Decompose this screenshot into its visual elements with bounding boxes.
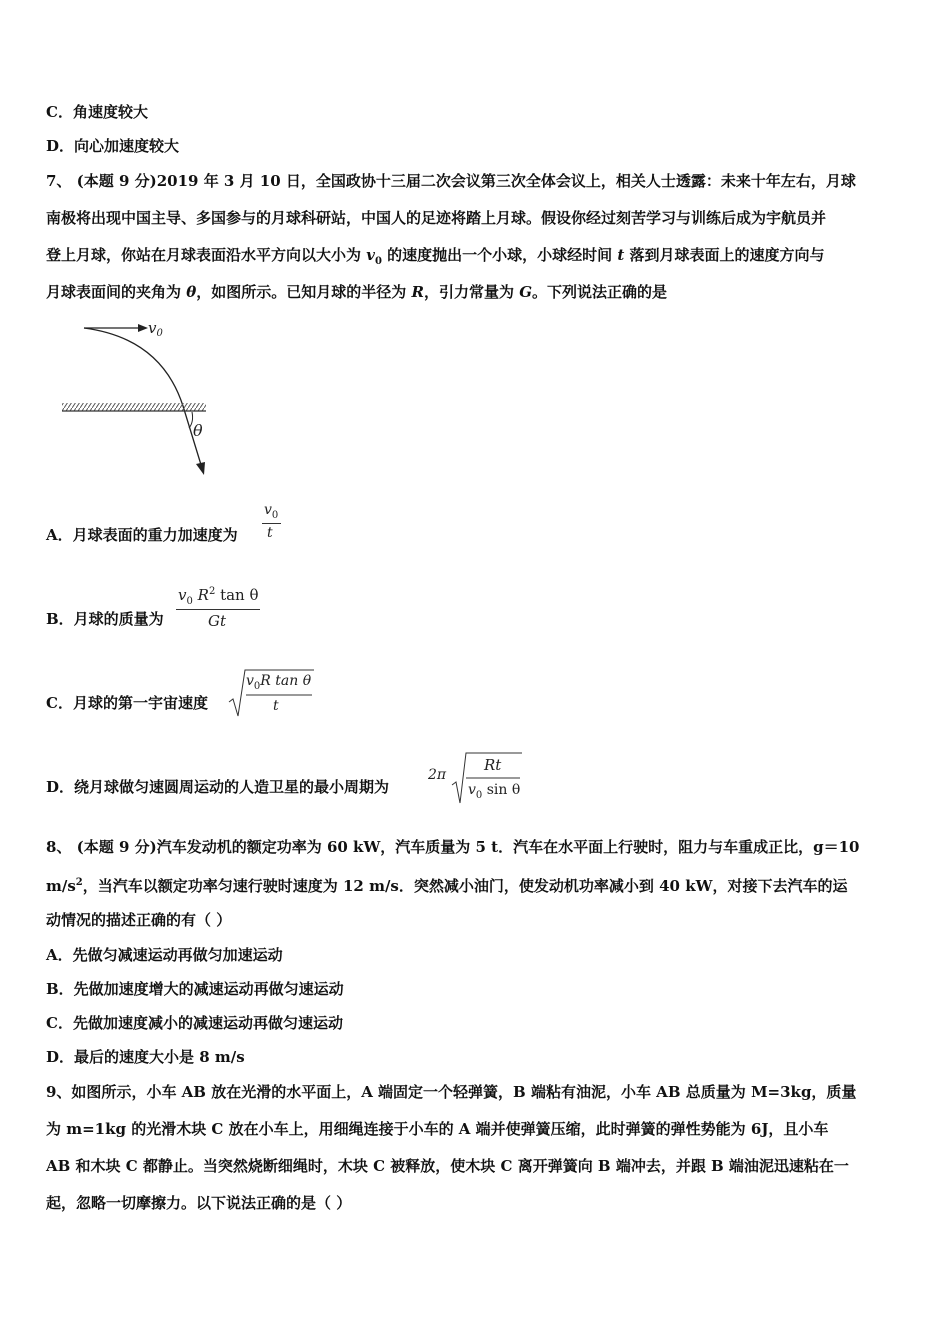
q6-option-c: C．角速度较大	[46, 103, 148, 121]
q7-text: ，如图所示。已知月球的半径为	[196, 283, 412, 301]
q7-option-a: A．月球表面的重力加速度为	[46, 526, 238, 544]
q7-symbol-theta: θ	[186, 283, 197, 301]
q7-symbol-v: v	[366, 246, 375, 264]
q8-option-d: D．最后的速度大小是 8 m/s	[46, 1048, 245, 1066]
q7-symbol-G: G	[519, 283, 532, 301]
q7-option-c: C．月球的第一宇宙速度	[46, 694, 208, 712]
projectile-diagram	[56, 318, 216, 483]
velocity-arrowhead	[138, 324, 148, 332]
q8-stem-line-1: 8、 (本题 9 分)汽车发动机的额定功率为 60 kW，汽车质量为 5 t．汽车在水平面上行驶时，阻力与车重成正比，g＝10	[46, 838, 860, 856]
q7-stem-line-4	[46, 282, 667, 302]
q8-stem-line-2: $m/s^2$，当汽车以额定功率匀速行驶时速度为 12 m/s．突然减小油门，使发动机功率减小到 40 kW，对接下去汽车的运	[46, 877, 848, 895]
q7-text: 月球表面间的夹角为	[46, 283, 187, 301]
q7-text: 。下列说法正确的是	[532, 283, 668, 301]
q8-stem-line-3: 动情况的描述正确的有（ ）	[46, 911, 232, 929]
formula-d-coefficient: 2π	[428, 767, 447, 783]
theta-label: θ	[193, 421, 203, 440]
q7-option-b: B．月球的质量为	[46, 610, 164, 628]
formula-b	[176, 586, 262, 634]
v0-label: $v_0$	[148, 319, 163, 339]
q8-option-a: A．先做匀减速运动再做匀加速运动	[46, 946, 283, 964]
moon-surface-hatch	[62, 403, 206, 411]
q9-stem-line-3: AB 和木块 C 都静止。当突然烧断细绳时，木块 C 被释放，使木块 C 离开弹簧向 B 端冲去，并跟 B 端油泥迅速粘在一	[46, 1157, 849, 1175]
q9-stem-line-1: 9、如图所示，小车 AB 放在光滑的水平面上，A 端固定一个轻弹簧，B 端粘有油泥，小车 AB 总质量为 M=3kg，质量	[46, 1083, 857, 1101]
q7-symbol-R: R	[411, 283, 424, 301]
trajectory-curve	[84, 328, 202, 468]
formula-b-numerator: $v_0$ $R^2$ tan θ	[178, 586, 259, 607]
formula-c-numerator: $v_0R$ tan θ	[246, 673, 312, 692]
formula-d-denominator: $v_0$ sin θ	[468, 782, 521, 801]
formula-d	[428, 749, 528, 807]
q7-option-d: D．绕月球做匀速圆周运动的人造卫星的最小周期为	[46, 778, 390, 796]
q8-option-c: C．先做加速度减小的减速运动再做匀速运动	[46, 1014, 343, 1032]
q7-text: 登上月球，你站在月球表面沿水平方向以大小为	[46, 246, 367, 264]
formula-a-denominator: t	[267, 525, 273, 541]
q9-stem-line-4: 起，忽略一切摩擦力。以下说法正确的是（ ）	[46, 1194, 352, 1212]
formula-a	[262, 502, 282, 546]
formula-c	[228, 666, 316, 720]
q6-option-d: D．向心加速度较大	[46, 137, 180, 155]
q7-symbol-sub: 0	[374, 256, 382, 267]
q7-text: 的速度抛出一个小球，小球经时间	[381, 246, 618, 264]
formula-b-denominator: Gt	[208, 612, 227, 630]
q7-text: 落到月球表面上的速度方向与	[624, 246, 825, 264]
q9-stem-line-2: 为 m=1kg 的光滑木块 C 放在小车上，用细绳连接于小车的 A 端并使弹簧压缩，此时弹簧的弹性势能为 6J，且小车	[46, 1120, 829, 1138]
q7-stem-line-2: 南极将出现中国主导、多国参与的月球科研站，中国人的足迹将踏上月球。假设你经过刻苦学习与训练后成为宇航员并	[46, 209, 827, 227]
q8-option-b: B．先做加速度增大的减速运动再做匀速运动	[46, 980, 344, 998]
q7-text: ，引力常量为	[423, 283, 520, 301]
trajectory-arrowhead	[196, 462, 205, 475]
formula-d-numerator: Rt	[484, 756, 502, 774]
q7-stem-line-1: 7、 (本题 9 分)2019 年 3 月 10 日，全国政协十三届二次会议第三次全体会议上，相关人士透露：未来十年左右，月球	[46, 172, 856, 190]
formula-c-denominator: t	[273, 698, 279, 714]
projectile-figure	[56, 318, 216, 483]
q7-stem-line-3	[46, 245, 825, 272]
q7-symbol-t: t	[617, 246, 625, 264]
formula-a-numerator: $v_0$	[264, 502, 279, 521]
